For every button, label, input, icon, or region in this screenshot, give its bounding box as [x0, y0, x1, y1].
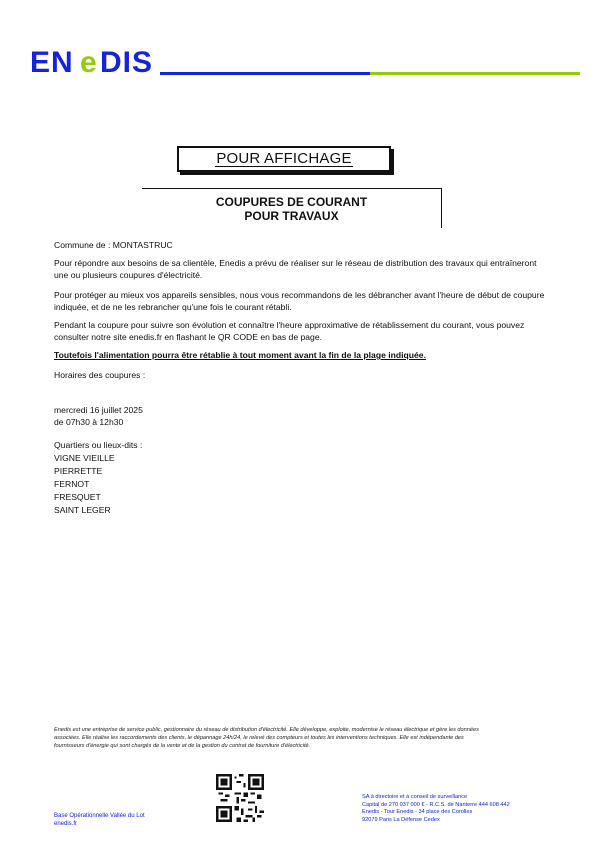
outage-date: mercredi 16 juillet 2025	[54, 405, 143, 415]
svg-text:EN: EN	[30, 46, 74, 76]
svg-text:DIS: DIS	[100, 46, 154, 76]
svg-text:e: e	[80, 46, 97, 76]
title-line2: POUR TRAVAUX	[244, 209, 339, 223]
paragraph-2: Pour protéger au mieux vos appareils sensibles, nous vous recommandons de les débrancher avant l'heure de début de coupure indiquée, et de ne les rebrancher qu'une fois le courant rétabli.	[54, 290, 545, 312]
schedule-label: Horaires des coupures :	[54, 370, 146, 380]
place-item: PIERRETTE	[54, 466, 103, 476]
legal-line-1: Enedis est une entreprise de service public, gestionnaire du réseau de distribution d'électricité. Elle développe, exploite, modernise le réseau électrique et gère les données	[54, 727, 479, 733]
legal-line-2: associées. Elle réalise les raccordements des clients, le dépannage 24h/24, le relevé des compteurs et toutes les interventions techniques. Elle est indépendante des	[54, 735, 464, 742]
title-line1: COUPURES DE COURANT	[215, 195, 368, 209]
places-label: Quartiers ou lieux-dits :	[54, 440, 143, 450]
paragraph-3: Pendant la coupure pour suivre son évolution et connaître l'heure approximative de rétablissement du courant, vous pouvez consulter notre site enedis.fr en flashant le QR CODE en bas de page.	[54, 320, 525, 342]
header-rule-blue	[160, 72, 370, 75]
paragraph-1: Pour répondre aux besoins de sa clientèle, Enedis a prévu de réaliser sur le réseau de distribution des travaux qui entraîneront une ou plusieurs coupures d'électricité.	[54, 258, 537, 280]
outage-time: de 07h30 à 12h30	[54, 417, 124, 427]
footer-right-line-2: Capital de 270 037 000 € - R.C.S. de Nanterre 444 608 442	[362, 801, 510, 808]
footer-right-line-3: Enedis - Tour Enedis - 34 place des Corolles	[362, 809, 473, 816]
header-rule-green	[370, 72, 580, 75]
legal-notice	[54, 726, 544, 751]
footer-left	[54, 812, 145, 828]
footer-left-line-1: Base Opérationnelle Vallée du Lot	[54, 813, 145, 819]
notice-box	[177, 146, 391, 172]
place-item: VIGNE VIEILLE	[54, 453, 115, 463]
place-item: FERNOT	[54, 479, 90, 489]
notice-text: POUR AFFICHAGE	[216, 150, 352, 167]
place-item: FRESQUET	[54, 492, 101, 502]
footer-right	[362, 794, 510, 824]
place-item: SAINT LEGER	[54, 505, 111, 515]
legal-line-3: fournisseurs d'énergie qui sont chargés de la vente et de la gestion du contrat de fourniture d'électricité.	[54, 743, 311, 750]
footer-website-link[interactable]: enedis.fr	[54, 821, 78, 827]
qr-code[interactable]	[216, 774, 264, 822]
footer-right-line-4: 92079 Paris La Défense Cedex	[362, 816, 440, 823]
enedis-logo	[30, 44, 156, 76]
footer-right-line-1: SA à directoire et à conseil de surveillance	[362, 794, 468, 800]
warning: Toutefois l'alimentation pourra être rétablie à tout moment avant la fin de la plage indiquée.	[54, 350, 426, 360]
commune: Commune de : MONTASTRUC	[54, 240, 173, 250]
title-box	[142, 188, 442, 228]
header-rule	[160, 72, 580, 75]
